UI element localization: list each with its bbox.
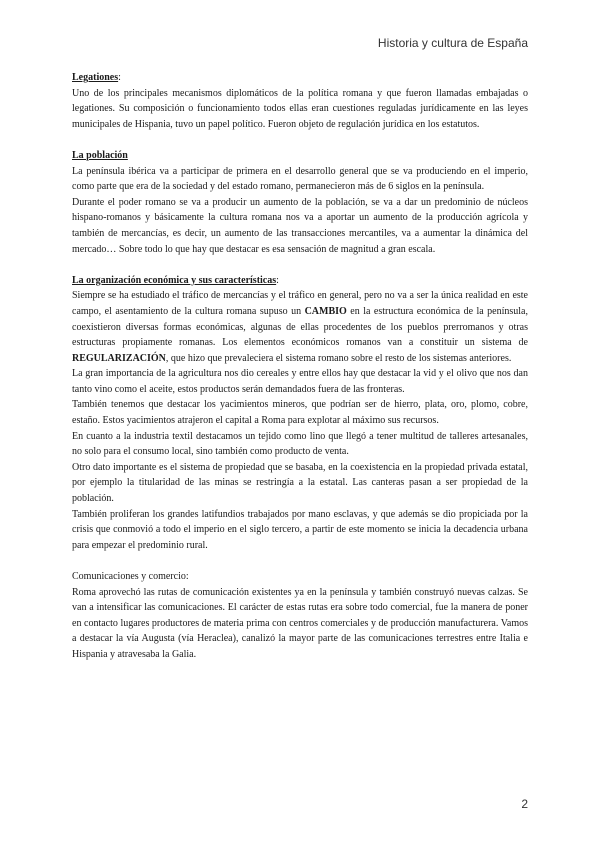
section-heading-economia xyxy=(72,273,528,289)
spacer xyxy=(72,257,528,273)
paragraph: Durante el poder romano se va a producir un aumento de la población, se va a dar un predominio de núcleos hispano-romanos y básicamente la cultura romana nos va a aportar un aumento de la producción agrícola y también de mercancías, es decir, un aumento de las transacciones mercantiles, va a aumentar la dinámica del mercado… Sobre todo lo que hay que destacar es esa sensación de magnitud a gran escala. xyxy=(72,196,528,255)
emphasis-cambio: CAMBIO xyxy=(304,305,347,317)
heading-text: Legationes xyxy=(72,72,119,83)
heading-text: La población xyxy=(72,149,128,161)
section-heading-legaciones xyxy=(72,70,528,86)
document-header-title: Historia y cultura de España xyxy=(377,36,528,50)
text-run: en la estructura económica de la península, coexistieron diversas formas económicas, algunas de ellas procedentes de los pueblos prerromanos y otras estructuras propiamente romanas. Los elementos económicos romanos van a constituir un sistema de xyxy=(72,305,528,349)
paragraph: La península ibérica va a participar de primera en el desarrollo general que se va produciendo en el imperio, como parte que era de la sociedad y del estado romano, permanecieron más de 6 siglos en la península. xyxy=(72,165,528,193)
section-heading-comunicaciones xyxy=(72,569,528,585)
heading-colon: : xyxy=(118,72,121,83)
heading-text: Comunicaciones y comercio: xyxy=(72,571,189,582)
text-run: , que hizo que prevaleciera el sistema romano sobre el resto de los sistemas anteriores. xyxy=(165,352,512,364)
paragraph: Otro dato importante es el sistema de propiedad que se basaba, en la coexistencia en la propiedad privada estatal, por ejemplo la titularidad de las minas se restringía a la estatal. Las canteras pasan a ser propiedad de la población. xyxy=(72,461,528,505)
spacer xyxy=(72,132,528,148)
paragraph xyxy=(72,288,528,366)
paragraph: La gran importancia de la agricultura nos dio cereales y entre ellos hay que destacar la vid y el olivo que nos dan tanto vino como el aceite, estos productos serán demandados fuera de las fronteras. xyxy=(72,368,528,395)
text-run: Siempre se ha estudiado el tráfico de mercancías y el tráfico en general, pero no va a ser la única realidad en este campo, el asentamiento de la cultura romana supuso un xyxy=(72,290,528,317)
heading-colon: : xyxy=(276,274,279,286)
paragraph: En cuanto a la industria textil destacamos un tejido como lino que llegó a tener multitud de talleres artesanales, no solo para el consumo local, sino también como producto de venta. xyxy=(72,430,528,458)
paragraph: También proliferan los grandes latifundios trabajados por mano esclavas, y que además se dio propiciada por la crisis que conmovió a todo el imperio en el siglo tercero, a partir de este momento se inicia la decadencia urbana para empezar el predominio rural. xyxy=(72,508,528,551)
emphasis-regularizacion: REGULARIZACIÓN xyxy=(72,352,166,364)
spacer xyxy=(72,553,528,569)
section-heading-poblacion xyxy=(72,148,528,164)
document-body xyxy=(72,70,528,663)
heading-text: La organización económica y sus características xyxy=(72,274,277,286)
page-number: 2 xyxy=(521,797,528,811)
paragraph: Uno de los principales mecanismos diplomáticos de la política romana y que fueron llamadas embajadas o legationes. Su composición o funcionamiento todos ellas eran cuestiones reguladas jurídicamente en las leyes municipales de Hispania, tuvo un papel político. Fueron objeto de regulación jurídica en los estatutos. xyxy=(72,87,528,130)
paragraph: También tenemos que destacar los yacimientos mineros, que podrían ser de hierro, plata, oro, plomo, cobre, estaño. Estos yacimientos atrajeron el capital a Roma para explotar al máximo sus recursos. xyxy=(72,399,528,427)
paragraph: Roma aprovechó las rutas de comunicación existentes ya en la península y también construyó nuevas calzas. Se van a intensificar las comunicaciones. El carácter de estas rutas era sobre todo comercial, fue la manera de poner en contacto lugares productores de materia prima con centros comerciales y de producción manufacturera. Vamos a destacar la vía Augusta (vía Heraclea), canalizó la mayor parte de las comunicaciones terrestres entre Italia e Hispania y atravesaba la Galia. xyxy=(72,586,528,660)
